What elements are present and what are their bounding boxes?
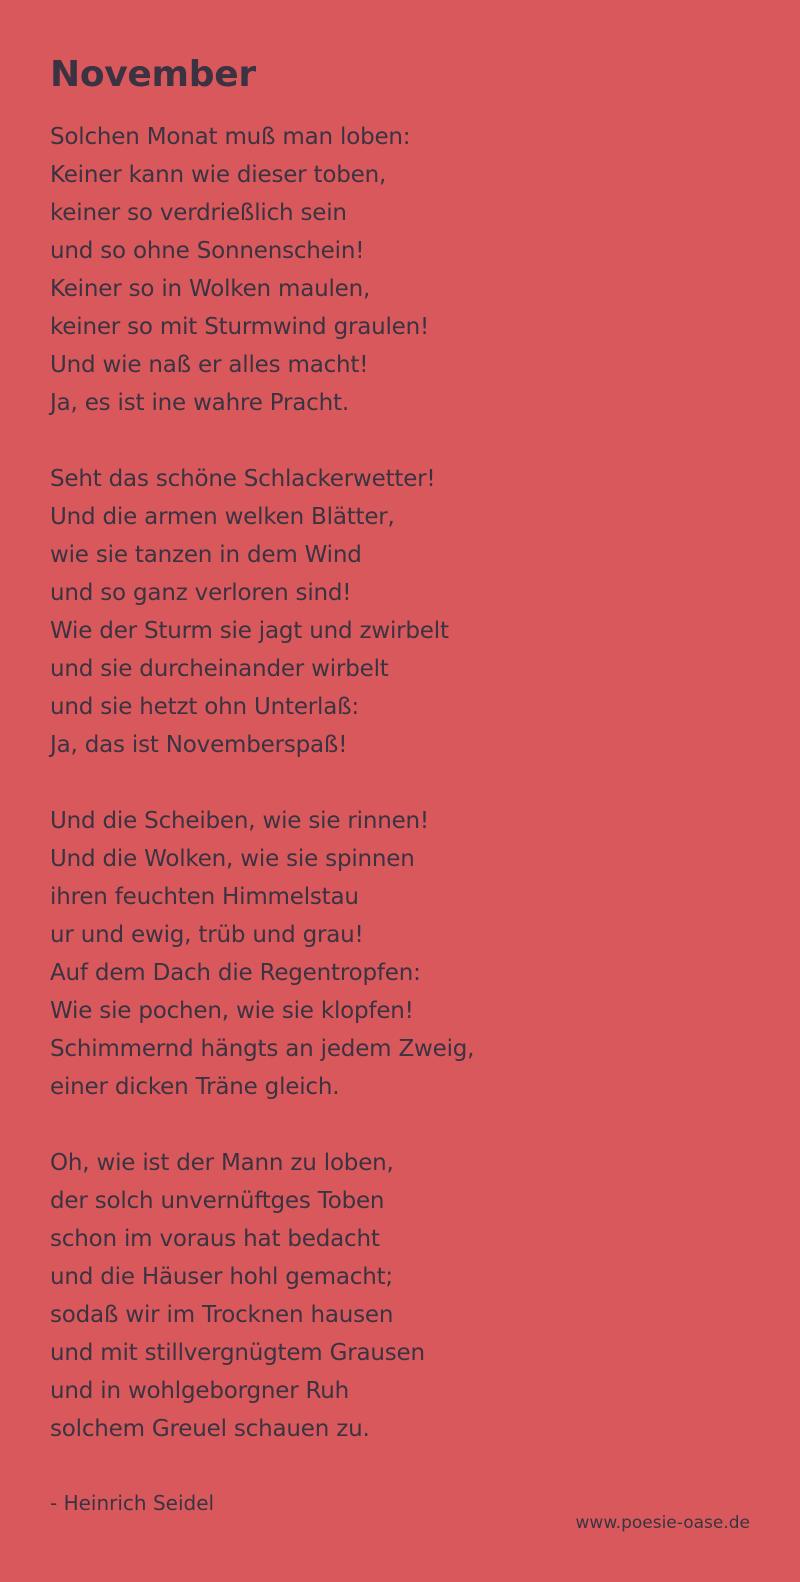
poem-line: Ja, das ist Novemberspaß! (50, 732, 348, 758)
poem-line: Seht das schöne Schlackerwetter! (50, 466, 436, 492)
poem-line: Und wie naß er alles macht! (50, 352, 369, 378)
poem-stanza-2 (50, 460, 750, 764)
poem-line: ur und ewig, trüb und grau! (50, 922, 364, 948)
poem-line: solchem Greuel schauen zu. (50, 1416, 370, 1442)
poem-line: schon im voraus hat bedacht (50, 1226, 380, 1252)
poem-line: und sie hetzt ohn Unterlaß: (50, 694, 359, 720)
poem-line: Auf dem Dach die Regentropfen: (50, 960, 421, 986)
poem-line: Wie sie pochen, wie sie klopfen! (50, 998, 414, 1024)
poem-line: und sie durcheinander wirbelt (50, 656, 389, 682)
poem-line: Keiner so in Wolken maulen, (50, 276, 371, 302)
poem-card (50, 52, 750, 1520)
poem-stanza-1 (50, 118, 750, 422)
poem-line: Ja, es ist ine wahre Pracht. (50, 390, 349, 416)
poem-line: Schimmernd hängts an jedem Zweig, (50, 1036, 475, 1062)
poem-title: November (50, 54, 256, 95)
poem-line: Und die armen welken Blätter, (50, 504, 395, 530)
poem-line: Keiner kann wie dieser toben, (50, 162, 387, 188)
poem-stanza-3 (50, 802, 750, 1106)
poem-line: und in wohlgeborgner Ruh (50, 1378, 350, 1404)
poem-author: - Heinrich Seidel (50, 1491, 215, 1515)
poem-line: Solchen Monat muß man loben: (50, 124, 411, 150)
poem-line: ihren feuchten Himmelstau (50, 884, 359, 910)
poem-stanza-4 (50, 1144, 750, 1448)
website-link[interactable]: www.poesie-oase.de (575, 1513, 750, 1533)
poem-line: und so ganz verloren sind! (50, 580, 352, 606)
poem-line: Und die Scheiben, wie sie rinnen! (50, 808, 429, 834)
poem-line: wie sie tanzen in dem Wind (50, 542, 362, 568)
poem-line: der solch unvernüftges Toben (50, 1188, 385, 1214)
poem-line: und die Häuser hohl gemacht; (50, 1264, 393, 1290)
poem-line: Und die Wolken, wie sie spinnen (50, 846, 415, 872)
poem-line: und so ohne Sonnenschein! (50, 238, 365, 264)
poem-line: keiner so verdrießlich sein (50, 200, 347, 226)
poem-line: keiner so mit Sturmwind graulen! (50, 314, 430, 340)
poem-line: einer dicken Träne gleich. (50, 1074, 340, 1100)
poem-line: und mit stillvergnügtem Grausen (50, 1340, 425, 1366)
poem-line: Wie der Sturm sie jagt und zwirbelt (50, 618, 449, 644)
poem-line: Oh, wie ist der Mann zu loben, (50, 1150, 394, 1176)
poem-line: sodaß wir im Trocknen hausen (50, 1302, 394, 1328)
